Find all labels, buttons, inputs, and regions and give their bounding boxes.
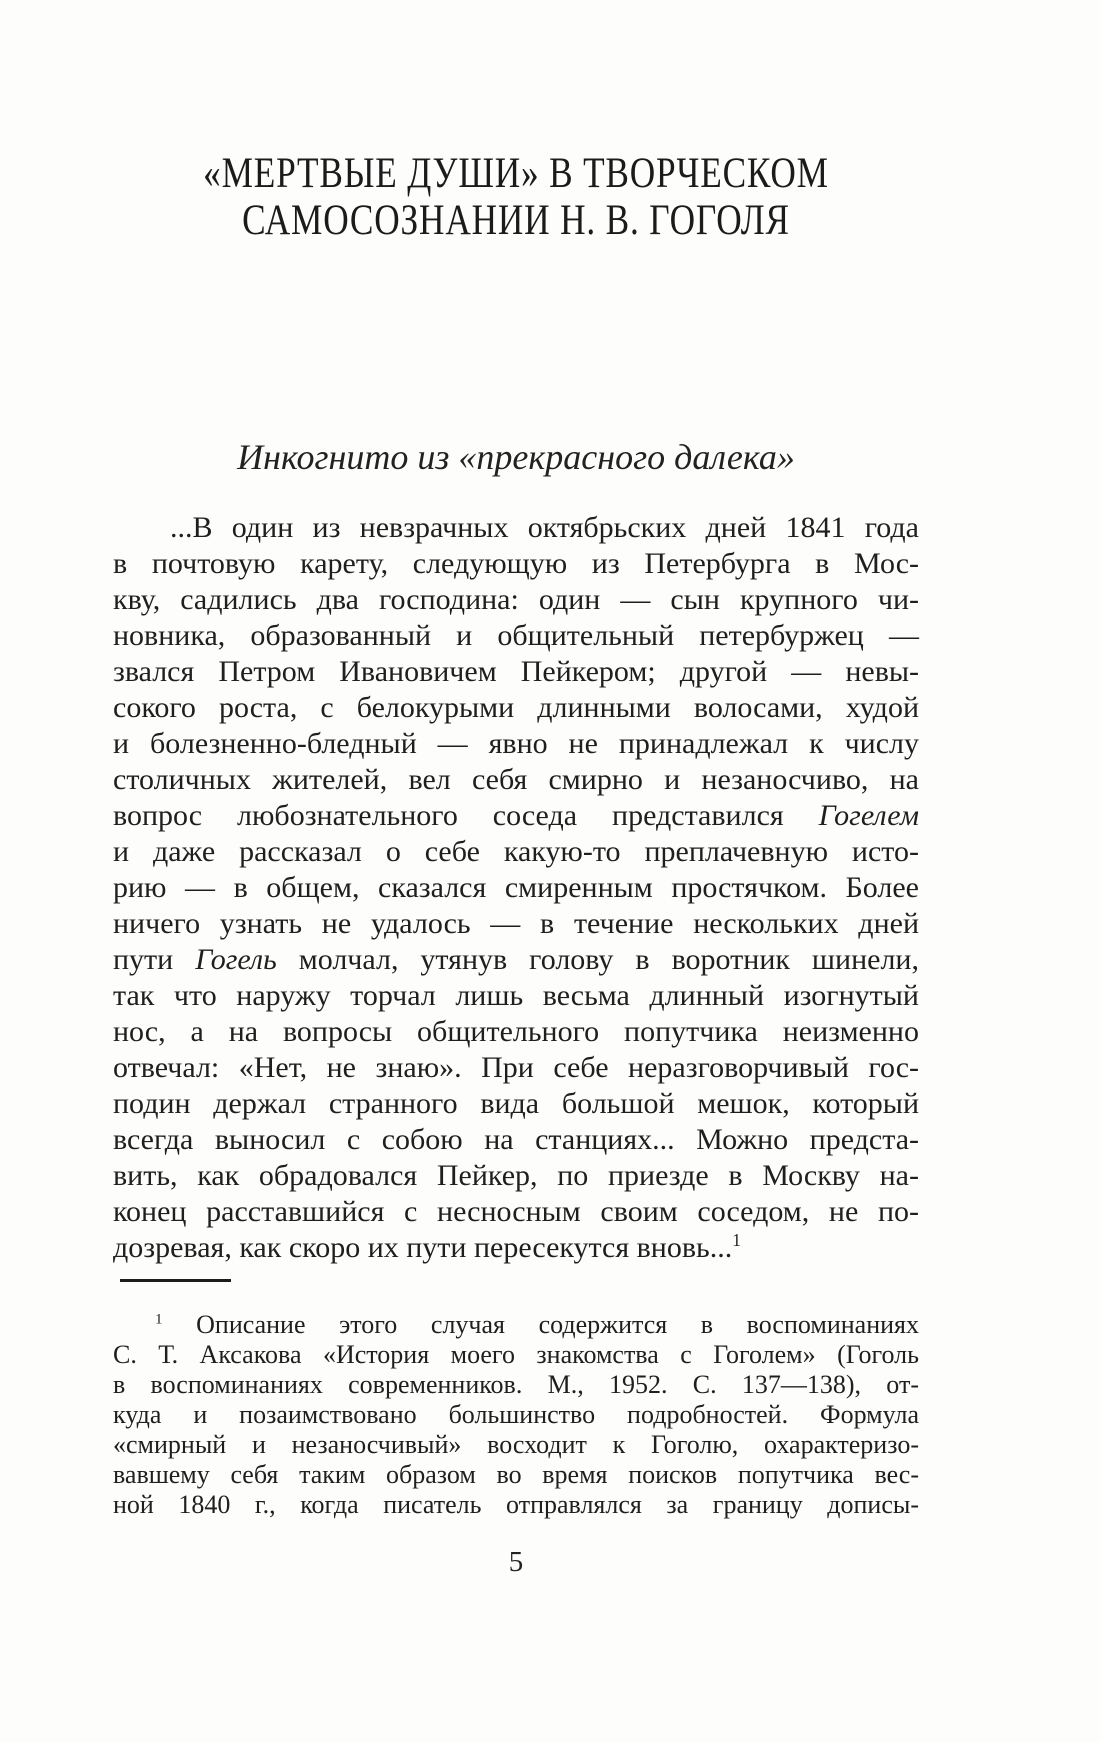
text-line (113, 1014, 919, 1050)
text-line (113, 1050, 919, 1086)
text-line (113, 1310, 919, 1340)
text-segment: столичных жителей, вел себя смирно и незаносчиво, на (113, 763, 919, 796)
text-line (113, 1460, 919, 1490)
text-line (113, 906, 919, 942)
text-segment: С. Т. Аксакова «История моего знакомства с Гоголем» (Гоголь (113, 1340, 919, 1369)
text-line (113, 942, 919, 978)
text-segment: и болезненно-бледный — явно не принадлежал к числу (113, 727, 919, 760)
page-number: 5 (508, 1546, 524, 1578)
text-segment: всегда выносил с собою на станциях... Можно предста- (113, 1123, 919, 1156)
footnote-separator (120, 1279, 231, 1282)
text-segment: Гогелем (818, 799, 919, 832)
text-line (113, 1122, 919, 1158)
text-line (113, 546, 919, 582)
chapter-title-line-2: САМОСОЗНАНИИ Н. В. ГОГОЛЯ (242, 197, 790, 244)
text-segment: звался Петром Ивановичем Пейкером; другой — невы- (113, 655, 919, 688)
text-line (113, 1158, 919, 1194)
text-segment: ...В один из невзрачных октябрьских дней 1841 года (170, 511, 919, 544)
text-line (113, 1430, 919, 1460)
text-line (113, 834, 919, 870)
footnote-paragraph (113, 1310, 919, 1520)
text-segment: нос, а на вопросы общительного попутчика неизменно (113, 1015, 919, 1048)
text-segment: в почтовую карету, следующую из Петербурга в Мос- (113, 547, 919, 580)
text-segment: «смирный и незаносчивый» восходит к Гоголю, охарактеризо- (113, 1430, 919, 1459)
text-segment: вавшему себя таким образом во время поисков попутчика вес- (113, 1460, 919, 1489)
text-segment: новника, образованный и общительный петербуржец — (113, 619, 919, 652)
text-line (113, 1086, 919, 1122)
text-line (113, 510, 919, 546)
text-segment: и даже рассказал о себе какую-то преплачевную исто- (113, 835, 919, 868)
text-segment: в воспоминаниях современников. М., 1952. С. 137—138), от- (113, 1370, 919, 1399)
text-line (113, 1194, 919, 1230)
body-paragraph (113, 510, 919, 1266)
text-line (113, 1230, 919, 1266)
footnote-reference: 1 (155, 1311, 163, 1328)
text-line (113, 870, 919, 906)
text-segment: вопрос любознательного соседа представился (113, 799, 819, 832)
text-line (113, 762, 919, 798)
text-segment: подин держал странного вида большой мешок, который (113, 1087, 919, 1120)
text-segment: так что наружу торчал лишь весьма длинный изогнутый (113, 979, 919, 1012)
text-segment: куда и позаимствовано большинство подробностей. Формула (113, 1400, 919, 1429)
text-segment: конец расставшийся с несносным своим соседом, не по- (113, 1195, 919, 1228)
text-line (113, 1340, 919, 1370)
footnote-reference: 1 (732, 1230, 741, 1250)
text-segment: Гогель (195, 943, 277, 976)
text-segment: пути (113, 943, 196, 976)
text-segment: рию — в общем, сказался смиренным простячком. Более (113, 871, 919, 904)
text-segment: отвечал: «Нет, не знаю». При себе неразговорчивый гос- (113, 1051, 919, 1084)
text-segment: Описание этого случая содержится в воспоминаниях (162, 1310, 919, 1339)
text-line (113, 654, 919, 690)
text-line (113, 726, 919, 762)
text-line (113, 1370, 919, 1400)
text-line (113, 978, 919, 1014)
chapter-title (186, 150, 847, 244)
text-segment: ничего узнать не удалось — в течение нескольких дней (113, 907, 919, 940)
text-line (113, 1400, 919, 1430)
text-line (113, 690, 919, 726)
chapter-title-line-1: «МЕРТВЫЕ ДУШИ» В ТВОРЧЕСКОМ (203, 150, 829, 197)
text-segment: сокого роста, с белокурыми длинными волосами, худой (113, 691, 919, 724)
text-segment: дозревая, как скоро их пути пересекутся вновь... (113, 1231, 733, 1264)
text-segment: вить, как обрадовался Пейкер, по приезде в Москву на- (113, 1159, 919, 1192)
text-line (113, 582, 919, 618)
text-segment: ной 1840 г., когда писатель отправлялся за границу дописы- (113, 1490, 919, 1519)
section-heading: Инкогнито из «прекрасного далека» (237, 437, 795, 477)
text-segment: молчал, утянув голову в воротник шинели, (276, 943, 919, 976)
text-line (113, 618, 919, 654)
text-line (113, 1490, 919, 1520)
text-segment: кву, садились два господина: один — сын крупного чи- (113, 583, 919, 616)
text-line (113, 798, 919, 834)
